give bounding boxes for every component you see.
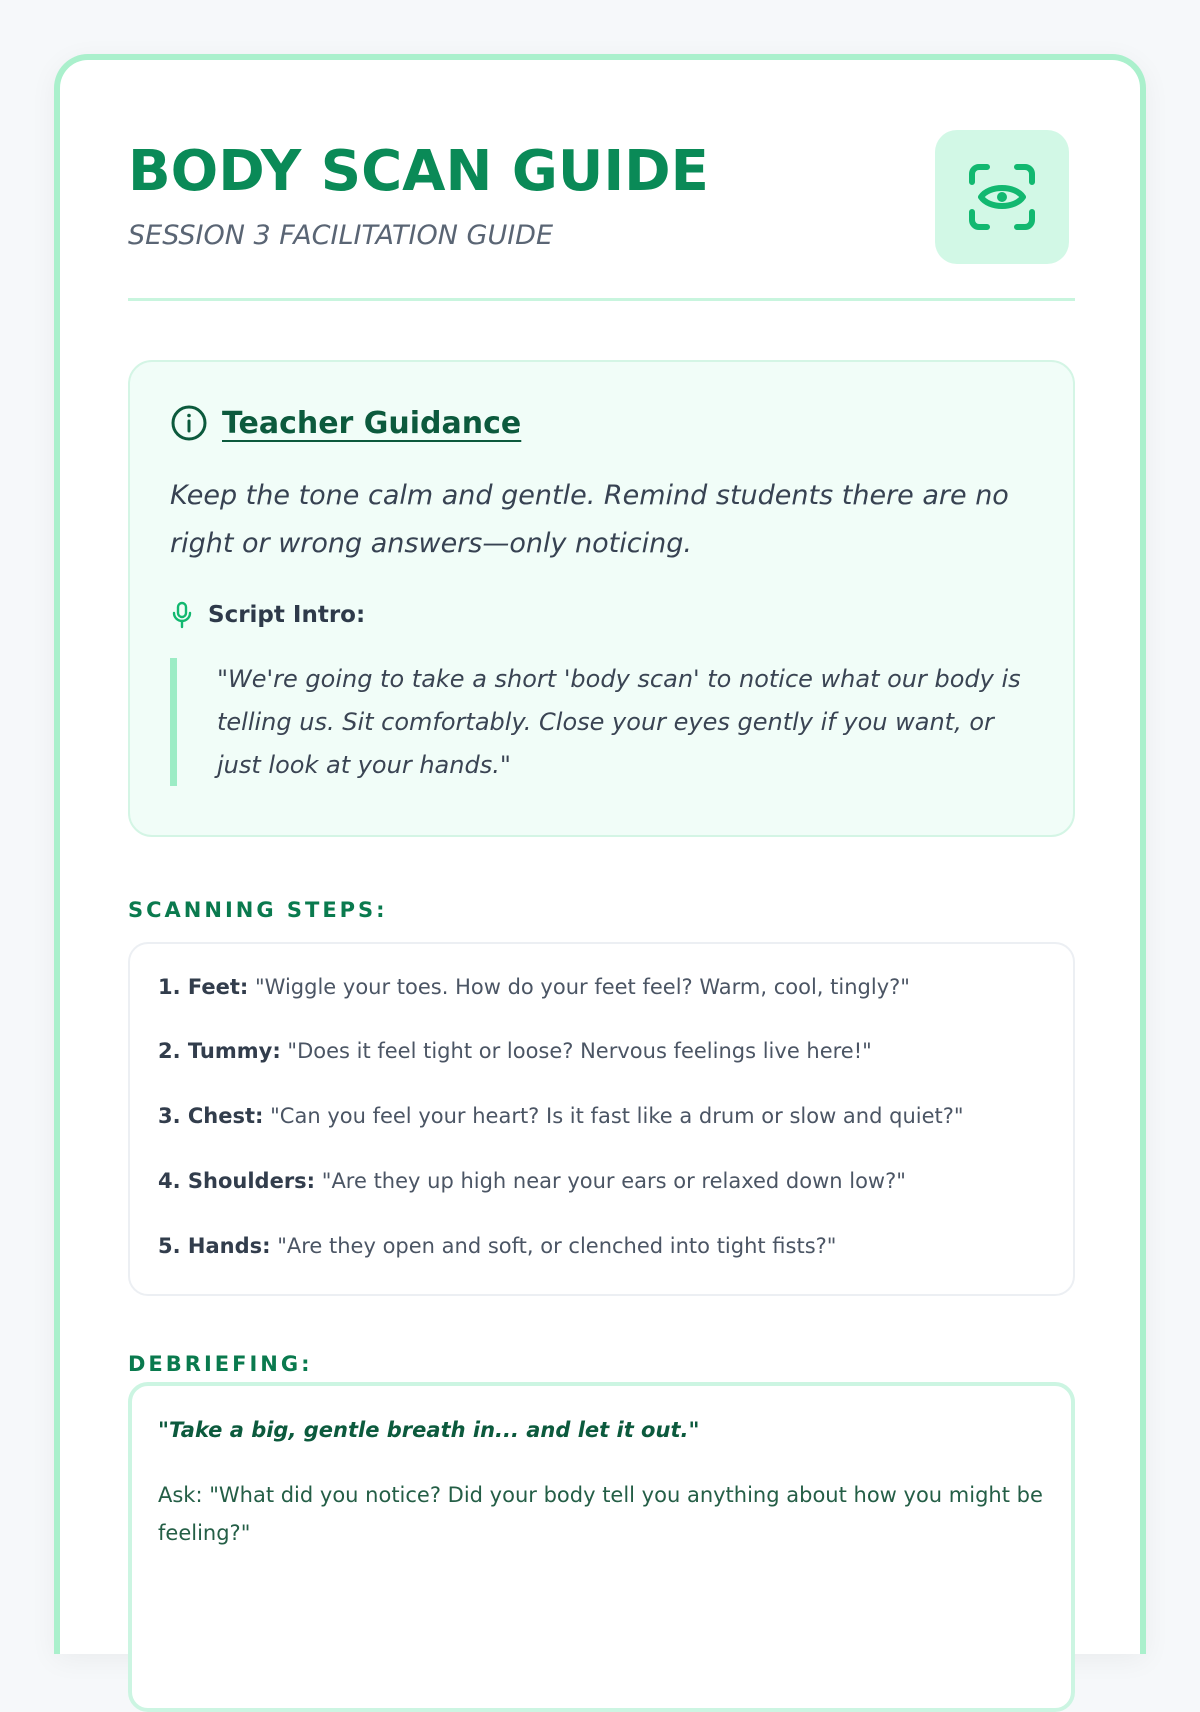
eye-scan-icon bbox=[967, 162, 1037, 232]
teacher-guidance-panel bbox=[128, 360, 1075, 837]
guidance-title: Teacher Guidance bbox=[222, 405, 522, 441]
debriefing-panel bbox=[128, 1382, 1075, 1712]
guidance-note: Keep the tone calm and gentle. Remind students there are no right or wrong answers—only noticing. bbox=[170, 480, 1009, 559]
step-feet bbox=[158, 972, 1048, 1002]
step-text: "Does it feel tight or loose? Nervous feelings live here!" bbox=[287, 1039, 872, 1063]
microphone-icon bbox=[170, 601, 194, 629]
step-chest bbox=[158, 1101, 1048, 1131]
guide-card bbox=[54, 54, 1146, 1654]
scanning-steps-list bbox=[128, 942, 1075, 1296]
step-label: 4. Shoulders: bbox=[158, 1169, 316, 1193]
step-hands bbox=[158, 1231, 1048, 1261]
step-label: 3. Chest: bbox=[158, 1104, 264, 1128]
scanning-steps-heading: SCANNING STEPS: bbox=[128, 898, 388, 922]
step-text: "Are they open and soft, or clenched into tight fists?" bbox=[277, 1234, 837, 1258]
info-icon bbox=[170, 404, 208, 442]
debriefing-heading: DEBRIEFING: bbox=[128, 1352, 313, 1376]
step-text: "Can you feel your heart? Is it fast like a drum or slow and quiet?" bbox=[270, 1104, 964, 1128]
step-label: 5. Hands: bbox=[158, 1234, 271, 1258]
guidance-heading bbox=[170, 402, 521, 444]
page-title: BODY SCAN GUIDE bbox=[128, 139, 709, 204]
header bbox=[128, 130, 1075, 301]
step-text: "Wiggle your toes. How do your feet feel? Warm, cool, tingly?" bbox=[255, 975, 910, 999]
step-text: "Are they up high near your ears or relaxed down low?" bbox=[321, 1169, 906, 1193]
script-quote: "We're going to take a short 'body scan' to notice what our body is telling us. Sit comfortably. Close your eyes gently if you want, or just look at your hands." bbox=[170, 658, 1038, 786]
script-intro-label bbox=[170, 598, 365, 632]
step-label: 1. Feet: bbox=[158, 975, 249, 999]
step-shoulders bbox=[158, 1166, 1048, 1196]
page-subtitle: SESSION 3 FACILITATION GUIDE bbox=[128, 220, 554, 251]
step-label: 2. Tummy: bbox=[158, 1039, 281, 1063]
step-tummy bbox=[158, 1036, 1048, 1066]
eye-scan-badge bbox=[935, 130, 1069, 264]
ask-prompt: Ask: "What did you notice? Did your body tell you anything about how you might be feeling?" bbox=[158, 1483, 1043, 1545]
script-intro-text: Script Intro: bbox=[208, 602, 366, 628]
breath-prompt: "Take a big, gentle breath in... and let it out." bbox=[158, 1418, 700, 1442]
